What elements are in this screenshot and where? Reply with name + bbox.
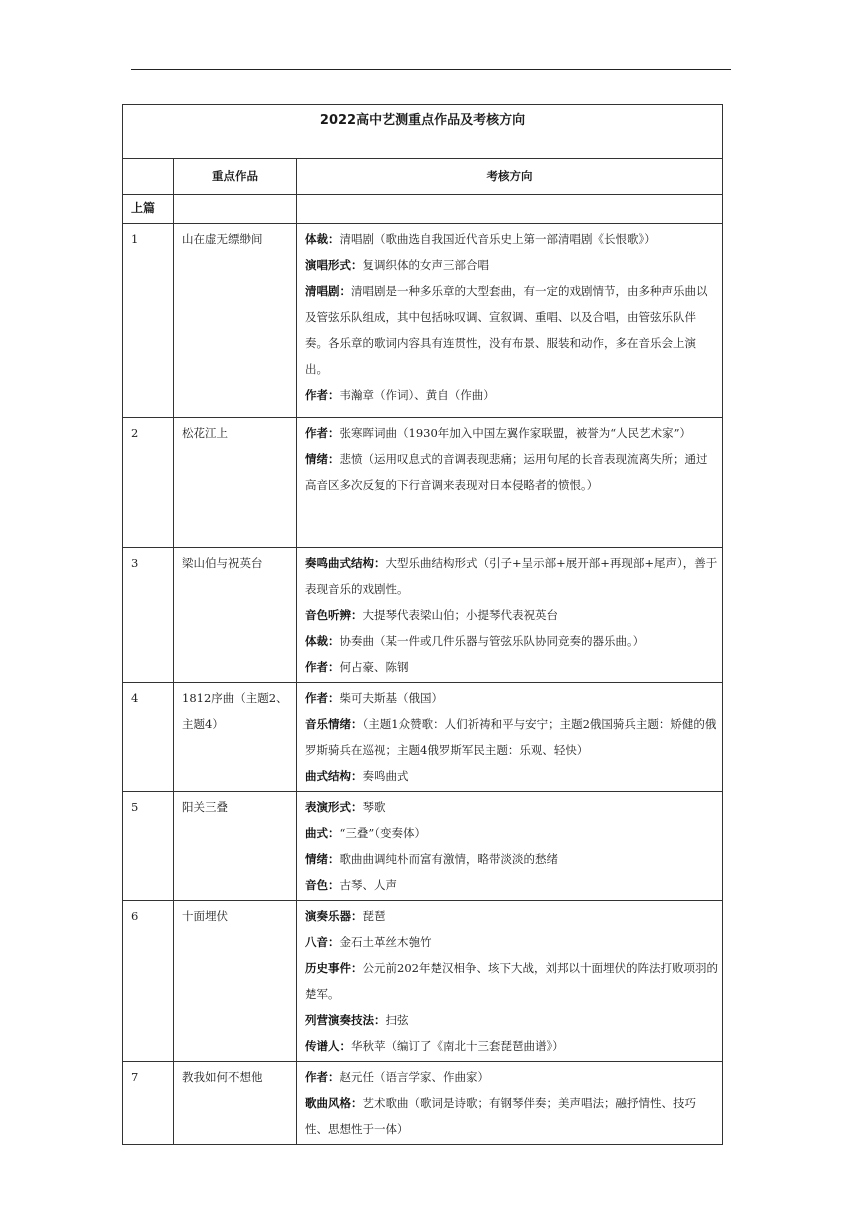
work-title: 1812序曲（主题2、主题4） <box>174 683 297 792</box>
assessment-value: 金石土革丝木匏竹 <box>339 935 432 949</box>
work-title: 山在虚无缥缈间 <box>174 224 297 418</box>
assessment-key: 奏鸣曲式结构： <box>305 556 386 570</box>
row-number: 6 <box>123 901 174 1062</box>
row-number: 5 <box>123 792 174 901</box>
assessment-value: 大提琴代表梁山伯；小提琴代表祝英台 <box>362 608 558 622</box>
assessment-cell <box>297 792 723 901</box>
assessment-value: 扫弦 <box>385 1013 409 1027</box>
assessment-item <box>305 903 718 929</box>
assessment-cell <box>297 683 723 792</box>
assessment-item <box>305 846 718 872</box>
section-label: 上篇 <box>123 195 174 224</box>
assessment-value: 悲愤（运用叹息式的音调表现悲痛；运用句尾的长音表现流离失所；通过高音区多次反复的下行音调来表现对日本侵略者的愤恨。） <box>305 452 708 492</box>
assessment-item <box>305 794 718 820</box>
assessment-key: 情绪： <box>305 852 340 866</box>
assessment-key: 作者： <box>305 388 340 402</box>
assessment-item <box>305 955 718 1007</box>
assessment-cell <box>297 901 723 1062</box>
assessment-value: 大型乐曲结构形式（引子+呈示部+展开部+再现部+尾声），善于表现音乐的戏剧性。 <box>305 556 718 596</box>
assessment-item <box>305 420 718 446</box>
assessment-value: 华秋苹（编订了《南北十三套琵琶曲谱》） <box>351 1039 564 1053</box>
work-title: 十面埋伏 <box>174 901 297 1062</box>
assessment-key: 列营演奏技法： <box>305 1013 386 1027</box>
assessment-value: 公元前202年楚汉相争、垓下大战，刘邦以十面埋伏的阵法打败项羽的楚军。 <box>305 961 718 1001</box>
assessment-item <box>305 382 718 408</box>
assessment-key: 作者： <box>305 426 340 440</box>
assessment-item <box>305 602 718 628</box>
assessment-value: 赵元任（语言学家、作曲家） <box>339 1070 489 1084</box>
table-row <box>123 792 723 901</box>
assessment-item <box>305 226 718 252</box>
assessment-key: 曲式： <box>305 826 340 840</box>
assessment-cell <box>297 418 723 548</box>
column-header-number <box>123 159 174 195</box>
assessment-item <box>305 1064 718 1090</box>
assessment-key: 作者： <box>305 1070 340 1084</box>
assessment-key: 表演形式： <box>305 800 363 814</box>
assessment-key: 体裁： <box>305 232 340 246</box>
assessment-item <box>305 278 718 382</box>
assessment-value: 复调织体的女声三部合唱 <box>362 258 489 272</box>
table-row <box>123 548 723 683</box>
assessment-value: 协奏曲（某一件或几件乐器与管弦乐队协同竞奏的器乐曲。） <box>339 634 645 648</box>
row-number: 2 <box>123 418 174 548</box>
assessment-key: 历史事件： <box>305 961 363 975</box>
assessment-value: 韦瀚章（作词）、黄自（作曲） <box>339 388 495 402</box>
table-row <box>123 683 723 792</box>
assessment-item <box>305 252 718 278</box>
table-row <box>123 1062 723 1145</box>
assessment-key: 体裁： <box>305 634 340 648</box>
section-empty-cell <box>174 195 297 224</box>
assessment-value: 何占豪、陈钢 <box>339 660 409 674</box>
assessment-value: 歌曲曲调纯朴而富有激情，略带淡淡的愁绪 <box>339 852 558 866</box>
assessment-item <box>305 763 718 789</box>
assessment-cell <box>297 224 723 418</box>
assessment-value: 奏鸣曲式 <box>362 769 409 783</box>
assessment-item <box>305 820 718 846</box>
assessment-item <box>305 929 718 955</box>
assessment-item <box>305 685 718 711</box>
assessment-key: 音乐情绪： <box>305 717 363 731</box>
works-table <box>122 104 723 1145</box>
assessment-item <box>305 1090 718 1142</box>
assessment-key: 作者： <box>305 660 340 674</box>
assessment-value: 柴可夫斯基（俄国） <box>339 691 443 705</box>
row-number: 3 <box>123 548 174 683</box>
assessment-item <box>305 1033 718 1059</box>
assessment-cell <box>297 548 723 683</box>
assessment-value: 张寒晖词曲（1930年加入中国左翼作家联盟，被誉为“人民艺术家”） <box>339 426 692 440</box>
assessment-value: 琵琶 <box>362 909 386 923</box>
assessment-key: 歌曲风格： <box>305 1096 363 1110</box>
assessment-key: 演唱形式： <box>305 258 363 272</box>
assessment-value: 艺术歌曲（歌词是诗歌；有钢琴伴奏；美声唱法；融抒情性、技巧性、思想性于一体） <box>305 1096 696 1136</box>
row-number: 7 <box>123 1062 174 1145</box>
work-title: 教我如何不想他 <box>174 1062 297 1145</box>
assessment-value: 古琴、人声 <box>339 878 397 892</box>
assessment-key: 清唱剧： <box>305 284 351 298</box>
assessment-value: “三叠”（变奏体） <box>339 826 427 840</box>
assessment-key: 传谱人： <box>305 1039 351 1053</box>
assessment-item <box>305 654 718 680</box>
assessment-item <box>305 711 718 763</box>
assessment-key: 情绪： <box>305 452 340 466</box>
table-row <box>123 224 723 418</box>
table-row <box>123 418 723 548</box>
assessment-value: 清唱剧（歌曲选自我国近代音乐史上第一部清唱剧《长恨歌》） <box>339 232 656 246</box>
row-number: 4 <box>123 683 174 792</box>
assessment-key: 音色听辨： <box>305 608 363 622</box>
assessment-value: （主题1众赞歌：人们祈祷和平与安宁；主题2俄国骑兵主题：矫健的俄罗斯骑兵在巡视；主题4俄罗斯军民主题：乐观、轻快） <box>305 717 717 757</box>
row-number: 1 <box>123 224 174 418</box>
work-title: 阳关三叠 <box>174 792 297 901</box>
assessment-key: 演奏乐器： <box>305 909 363 923</box>
assessment-key: 曲式结构： <box>305 769 363 783</box>
page-header-rule <box>131 69 731 70</box>
assessment-value: 清唱剧是一种多乐章的大型套曲，有一定的戏剧情节，由多种声乐曲以及管弦乐队组成，其中包括咏叹调、宣叙调、重唱、以及合唱，由管弦乐队伴奏。各乐章的歌词内容具有连贯性，没有布景、服装和动作，多在音乐会上演出。 <box>305 284 708 376</box>
table-row <box>123 901 723 1062</box>
assessment-value: 琴歌 <box>362 800 386 814</box>
work-title: 梁山伯与祝英台 <box>174 548 297 683</box>
table-title: 2022高中艺测重点作品及考核方向 <box>123 105 723 159</box>
column-header-aspects: 考核方向 <box>297 159 723 195</box>
work-title: 松花江上 <box>174 418 297 548</box>
assessment-item <box>305 872 718 898</box>
assessment-key: 音色： <box>305 878 340 892</box>
assessment-key: 作者： <box>305 691 340 705</box>
assessment-item <box>305 446 718 498</box>
assessment-item <box>305 550 718 602</box>
assessment-item <box>305 1007 718 1033</box>
section-empty-cell <box>297 195 723 224</box>
assessment-key: 八音： <box>305 935 340 949</box>
assessment-cell <box>297 1062 723 1145</box>
assessment-item <box>305 628 718 654</box>
column-header-work: 重点作品 <box>174 159 297 195</box>
